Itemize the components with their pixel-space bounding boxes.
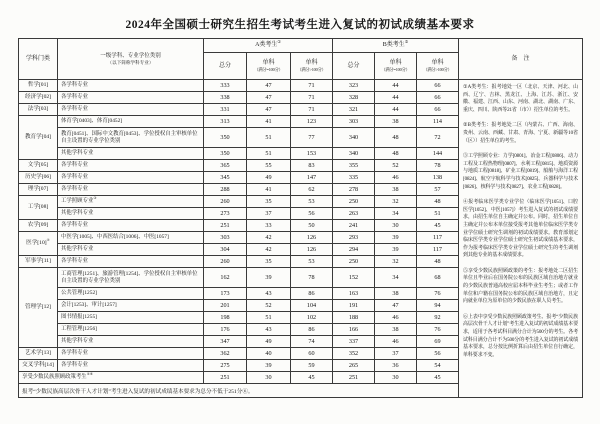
score-cell: 34: [375, 268, 417, 288]
score-cell: 337: [333, 336, 375, 348]
category-cell: 农学[09]: [19, 220, 58, 232]
major-cell: 体育学[0403]、体育[0452]: [58, 116, 204, 128]
major-cell: 各学科专业: [58, 104, 204, 116]
major-cell: 其他学科专业: [58, 336, 204, 348]
score-cell: 48: [375, 128, 417, 148]
score-cell: 251: [333, 372, 375, 384]
score-cell: 76: [417, 288, 459, 300]
major-cell: 公共管理[1252]: [58, 288, 204, 300]
score-cell: 66: [417, 104, 459, 116]
score-cell: 39: [375, 232, 417, 244]
footer-note: 报考“少数民族高层次骨干人才计划”考生进入复试的初试成绩基本要求为总分不低于251分⑥。: [19, 384, 459, 398]
header-a-single-eq100-note: （满分=100分）: [254, 66, 283, 72]
category-cell: 军事学[11]: [19, 256, 58, 268]
score-cell: 40: [247, 348, 291, 360]
score-cell: 303: [333, 116, 375, 128]
header-a-total: 总分: [204, 53, 247, 80]
category-cell: 交叉学科[14]: [19, 360, 58, 372]
score-cell: 275: [204, 360, 247, 372]
score-cell: 166: [333, 324, 375, 336]
header-row-groups: [19, 39, 583, 53]
score-cell: 117: [417, 244, 459, 256]
score-cell: 68: [417, 268, 459, 288]
score-cell: 30: [375, 220, 417, 232]
score-cell: 38: [375, 184, 417, 196]
header-a-single-eq100: [247, 53, 291, 80]
score-cell: 340: [333, 148, 375, 160]
score-cell: 352: [333, 348, 375, 360]
score-cell: 39: [247, 268, 291, 288]
score-cell: 30: [375, 372, 417, 384]
score-cell: 138: [417, 172, 459, 184]
major-cell: 会计[1253]、审计[1257]: [58, 300, 204, 312]
remark-note: ①A类考生：报考地处一区（北京、天津、河北、山西、辽宁、吉林、黑龙江、上海、江苏、浙江、安徽、福建、江西、山东、河南、湖北、湖南、广东、重庆、四川、陕西等21省（市））招生单位的考生。: [463, 85, 578, 113]
score-cell: 92: [417, 312, 459, 324]
category-cell: 教育学[04]: [19, 116, 58, 160]
score-cell: 76: [417, 324, 459, 336]
score-cell: 30: [247, 372, 291, 384]
header-category: [19, 39, 58, 80]
header-group-a-label: A类考生: [255, 42, 278, 48]
score-cell: 35: [247, 196, 291, 208]
score-cell: 48: [375, 148, 417, 160]
header-b-total: 总分: [333, 53, 375, 80]
header-a-single-label: 单科: [262, 59, 275, 66]
remarks-cell: [459, 80, 583, 398]
major-cell: 各学科专业: [58, 80, 204, 92]
header-b-single-gt100-note: （满分>100分）: [423, 66, 452, 72]
header-b-single-label: 单科: [389, 59, 402, 66]
score-cell: 49: [247, 336, 291, 348]
score-cell: 123: [291, 116, 333, 128]
score-cell: 47: [375, 300, 417, 312]
score-cell: 251: [204, 220, 247, 232]
score-cell: 44: [375, 104, 417, 116]
major-cell: 工程管理[1256]: [58, 324, 204, 336]
score-cell: 47: [247, 92, 291, 104]
score-cell: 251: [204, 372, 247, 384]
score-cell: 162: [204, 268, 247, 288]
score-table: [18, 38, 583, 398]
score-cell: 38: [375, 324, 417, 336]
score-cell: 56: [417, 348, 459, 360]
score-cell: 44: [375, 80, 417, 92]
score-cell: 41: [247, 184, 291, 196]
remark-note: ⑤享受少数民族照顾政策的考生：报考地处二区招生单位且毕业后在国务院公布的民族区域自治地方就业的少数民族普通高校应届本科毕业生考生；或者工作单位和户籍在国务院公布的民族区域自治地方，且定向就业单位为原单位的少数民族在职人员考生。: [463, 268, 578, 305]
category-cell: 医学[10]④: [19, 232, 58, 256]
score-cell: 250: [333, 256, 375, 268]
score-cell: 278: [333, 184, 375, 196]
score-cell: 47: [247, 80, 291, 92]
category-cell: 艺术学[13]: [19, 348, 58, 360]
score-cell: 173: [204, 288, 247, 300]
table-body: [19, 80, 583, 398]
score-cell: 331: [204, 104, 247, 116]
score-cell: 304: [204, 244, 247, 256]
header-b-single-gt100: [417, 53, 459, 80]
score-cell: 66: [417, 92, 459, 104]
score-cell: 46: [375, 336, 417, 348]
page-title: 2024年全国硕士研究生招生考试考生进入复试的初试成绩基本要求: [125, 19, 475, 31]
score-cell: 83: [291, 160, 333, 172]
major-cell: 工学照顾专业③: [58, 196, 204, 208]
category-cell: 理学[07]: [19, 184, 58, 196]
header-b-single-eq100: [375, 53, 417, 80]
header-major-line1: 一级学科、专业学位类别: [100, 52, 161, 59]
score-cell: 126: [291, 232, 333, 244]
score-cell: 241: [333, 220, 375, 232]
score-cell: 355: [333, 160, 375, 172]
score-cell: 60: [291, 348, 333, 360]
score-cell: 294: [333, 244, 375, 256]
score-cell: 260: [204, 256, 247, 268]
score-cell: 44: [375, 92, 417, 104]
score-cell: 33: [247, 220, 291, 232]
score-cell: 201: [204, 300, 247, 312]
score-cell: 45: [417, 372, 459, 384]
score-cell: 265: [333, 360, 375, 372]
major-cell: 各学科专业: [58, 220, 204, 232]
category-cell: 经济学[02]: [19, 92, 58, 104]
header-group-b-sup: ②: [404, 40, 409, 44]
score-cell: 338: [204, 92, 247, 104]
score-cell: 38: [375, 116, 417, 128]
score-cell: 56: [291, 208, 333, 220]
score-cell: 86: [291, 324, 333, 336]
score-cell: 86: [291, 288, 333, 300]
score-cell: 69: [417, 336, 459, 348]
score-cell: 38: [375, 288, 417, 300]
score-cell: 42: [247, 232, 291, 244]
category-cell: 哲学[01]: [19, 80, 58, 92]
category-cell: 历史学[06]: [19, 172, 58, 184]
score-cell: 46: [375, 312, 417, 324]
score-cell: 350: [204, 128, 247, 148]
header-group-b-label: B类考生: [382, 42, 405, 48]
score-cell: 340: [333, 128, 375, 148]
score-cell: 102: [291, 312, 333, 324]
score-cell: 45: [417, 220, 459, 232]
score-cell: 335: [333, 172, 375, 184]
score-cell: 293: [333, 232, 375, 244]
score-cell: 191: [333, 300, 375, 312]
score-cell: 188: [333, 312, 375, 324]
header-a-single-gt100-note: （满分>100分）: [297, 66, 326, 72]
score-cell: 345: [204, 172, 247, 184]
category-cell: 法学[03]: [19, 104, 58, 116]
header-group-a: [204, 39, 333, 53]
major-cell: 其他学科专业: [58, 244, 204, 256]
score-cell: 153: [291, 148, 333, 160]
major-cell: 各学科专业: [58, 92, 204, 104]
score-cell: 66: [417, 80, 459, 92]
score-cell: 94: [417, 300, 459, 312]
category-cell: 文学[05]: [19, 160, 58, 172]
score-cell: 34: [375, 208, 417, 220]
score-cell: 42: [247, 244, 291, 256]
score-cell: 55: [247, 160, 291, 172]
score-cell: 144: [417, 148, 459, 160]
score-cell: 37: [375, 348, 417, 360]
score-cell: 39: [247, 360, 291, 372]
header-category-label: 学科门类: [25, 55, 50, 62]
remark-note: ⑥上表中享受少数民族照顾政策考生、报考“少数民族高层次骨干人才计划”考生进入复试的初试成绩基本要求，适用于各考试科目满分合计为500分的考生。各考试科目满分合计不为500分的考生进入复试的初试成绩基本要求，总分按比例折算后由招生单位自行确定，单科要求不变。: [463, 314, 579, 358]
score-cell: 51: [417, 208, 459, 220]
score-cell: 52: [375, 160, 417, 172]
score-cell: 260: [204, 196, 247, 208]
score-cell: 45: [291, 372, 333, 384]
score-cell: 77: [291, 128, 333, 148]
score-cell: 321: [333, 104, 375, 116]
score-cell: 54: [417, 360, 459, 372]
score-cell: 71: [291, 104, 333, 116]
score-cell: 49: [247, 172, 291, 184]
score-cell: 303: [204, 232, 247, 244]
score-cell: 333: [204, 80, 247, 92]
header-major-line2: （以下简称学科专业）: [107, 59, 154, 65]
major-cell: 各学科专业: [58, 360, 204, 372]
major-cell: 各学科专业: [58, 256, 204, 268]
score-cell: 72: [417, 128, 459, 148]
score-cell: 365: [204, 160, 247, 172]
score-cell: 41: [247, 116, 291, 128]
major-cell: 教育[0451]、国际中文教育[0453]、学位授权自主审核单位自主设置的专业学位类别: [58, 128, 204, 148]
score-cell: 35: [247, 256, 291, 268]
score-cell: 51: [247, 128, 291, 148]
score-cell: 328: [333, 92, 375, 104]
score-cell: 32: [375, 196, 417, 208]
score-cell: 152: [333, 268, 375, 288]
score-cell: 147: [291, 172, 333, 184]
score-cell: 48: [417, 196, 459, 208]
score-cell: 117: [417, 232, 459, 244]
major-cell: 中医学[1005]、中西医结合[1006]、中医[1057]: [58, 232, 204, 244]
score-cell: 126: [291, 244, 333, 256]
score-cell: 104: [291, 300, 333, 312]
score-cell: 74: [291, 336, 333, 348]
table-row: [19, 80, 583, 92]
score-cell: 71: [291, 80, 333, 92]
score-cell: 78: [417, 160, 459, 172]
score-cell: 288: [204, 184, 247, 196]
header-b-single-label2: 单科: [431, 59, 444, 66]
major-cell: 图书情报[1255]: [58, 312, 204, 324]
major-cell: 其他学科专业: [58, 208, 204, 220]
score-cell: 43: [247, 288, 291, 300]
score-cell: 57: [417, 184, 459, 196]
score-cell: 53: [291, 256, 333, 268]
major-cell: 各学科专业: [58, 172, 204, 184]
score-cell: 47: [247, 104, 291, 116]
score-cell: 53: [291, 196, 333, 208]
score-cell: 51: [247, 312, 291, 324]
header-remarks-label: 备 注: [511, 55, 530, 62]
score-cell: 313: [204, 116, 247, 128]
remark-note: ④报考临床医学类专业学位（临床医学[1051]、口腔医学[1052]、中医[1057]）考生进入复试的初试成绩要求，由招生单位自主确定并公布。同时，招生单位自主确定并公布本单位接受报考其他单位临床医学类专业学位硕士研究生调剂的初试成绩要求。教育部划定临床医学类专业学位硕士研究生初试成绩基本要求，作为报考临床医学类专业学位硕士研究生的考生调剂到其他专业的基本成绩要求。: [463, 200, 578, 259]
score-cell: 347: [204, 336, 247, 348]
header-a-single-label2: 单科: [305, 59, 318, 66]
score-cell: 263: [333, 208, 375, 220]
header-b-single-eq100-note: （满分=100分）: [381, 66, 410, 72]
score-cell: 51: [247, 148, 291, 160]
score-cell: 37: [247, 208, 291, 220]
major-cell: 各学科专业: [58, 348, 204, 360]
score-cell: 176: [204, 324, 247, 336]
table-header: [19, 39, 583, 80]
score-cell: 250: [333, 196, 375, 208]
header-major: [58, 39, 204, 80]
score-cell: 36: [375, 360, 417, 372]
special-row-label: 享受少数民族照顾政策考生⑤⑥: [19, 372, 204, 384]
major-cell: 各学科专业: [58, 160, 204, 172]
header-group-b: [333, 39, 459, 53]
score-cell: 198: [204, 312, 247, 324]
score-cell: 273: [204, 208, 247, 220]
major-cell: 其他学科专业: [58, 148, 204, 160]
score-cell: 46: [375, 172, 417, 184]
header-group-a-sup: ①: [277, 40, 281, 44]
score-cell: 32: [375, 256, 417, 268]
score-cell: 59: [291, 360, 333, 372]
major-cell: 各学科专业: [58, 184, 204, 196]
score-cell: 362: [204, 348, 247, 360]
remark-note: ②B类考生：报考地处二区（内蒙古、广西、海南、贵州、云南、西藏、甘肃、青海、宁夏、新疆等10省（区））招生单位的考生。: [463, 123, 578, 144]
major-cell: 工商管理[1251]、旅游管理[1254]、学位授权自主审核单位自主设置的专业学位类别: [58, 268, 204, 288]
score-cell: 39: [375, 244, 417, 256]
category-cell: 管理学[12]: [19, 268, 58, 348]
header-a-single-gt100: [291, 53, 333, 80]
score-cell: 323: [333, 80, 375, 92]
header-remarks: [459, 39, 583, 80]
score-cell: 52: [247, 300, 291, 312]
score-cell: 50: [291, 220, 333, 232]
score-cell: 43: [247, 324, 291, 336]
score-cell: 163: [333, 288, 375, 300]
score-cell: 78: [291, 268, 333, 288]
score-cell: 62: [291, 184, 333, 196]
category-cell: 工学[08]: [19, 196, 58, 220]
score-cell: 350: [204, 148, 247, 160]
score-cell: 114: [417, 116, 459, 128]
score-cell: 48: [417, 256, 459, 268]
score-cell: 71: [291, 92, 333, 104]
remark-note: ③工学照顾专业：力学[0801]、冶金工程[0806]、动力工程及工程热物理[0807]、水利工程[0815]、地质资源与地质工程[0818]、矿业工程[0819]、船舶与海洋工程[0824]、航空宇航科学与技术[0825]、兵器科学与技术[0826]、核科学与技术[0827]、农业工程[0828]。: [463, 154, 578, 190]
